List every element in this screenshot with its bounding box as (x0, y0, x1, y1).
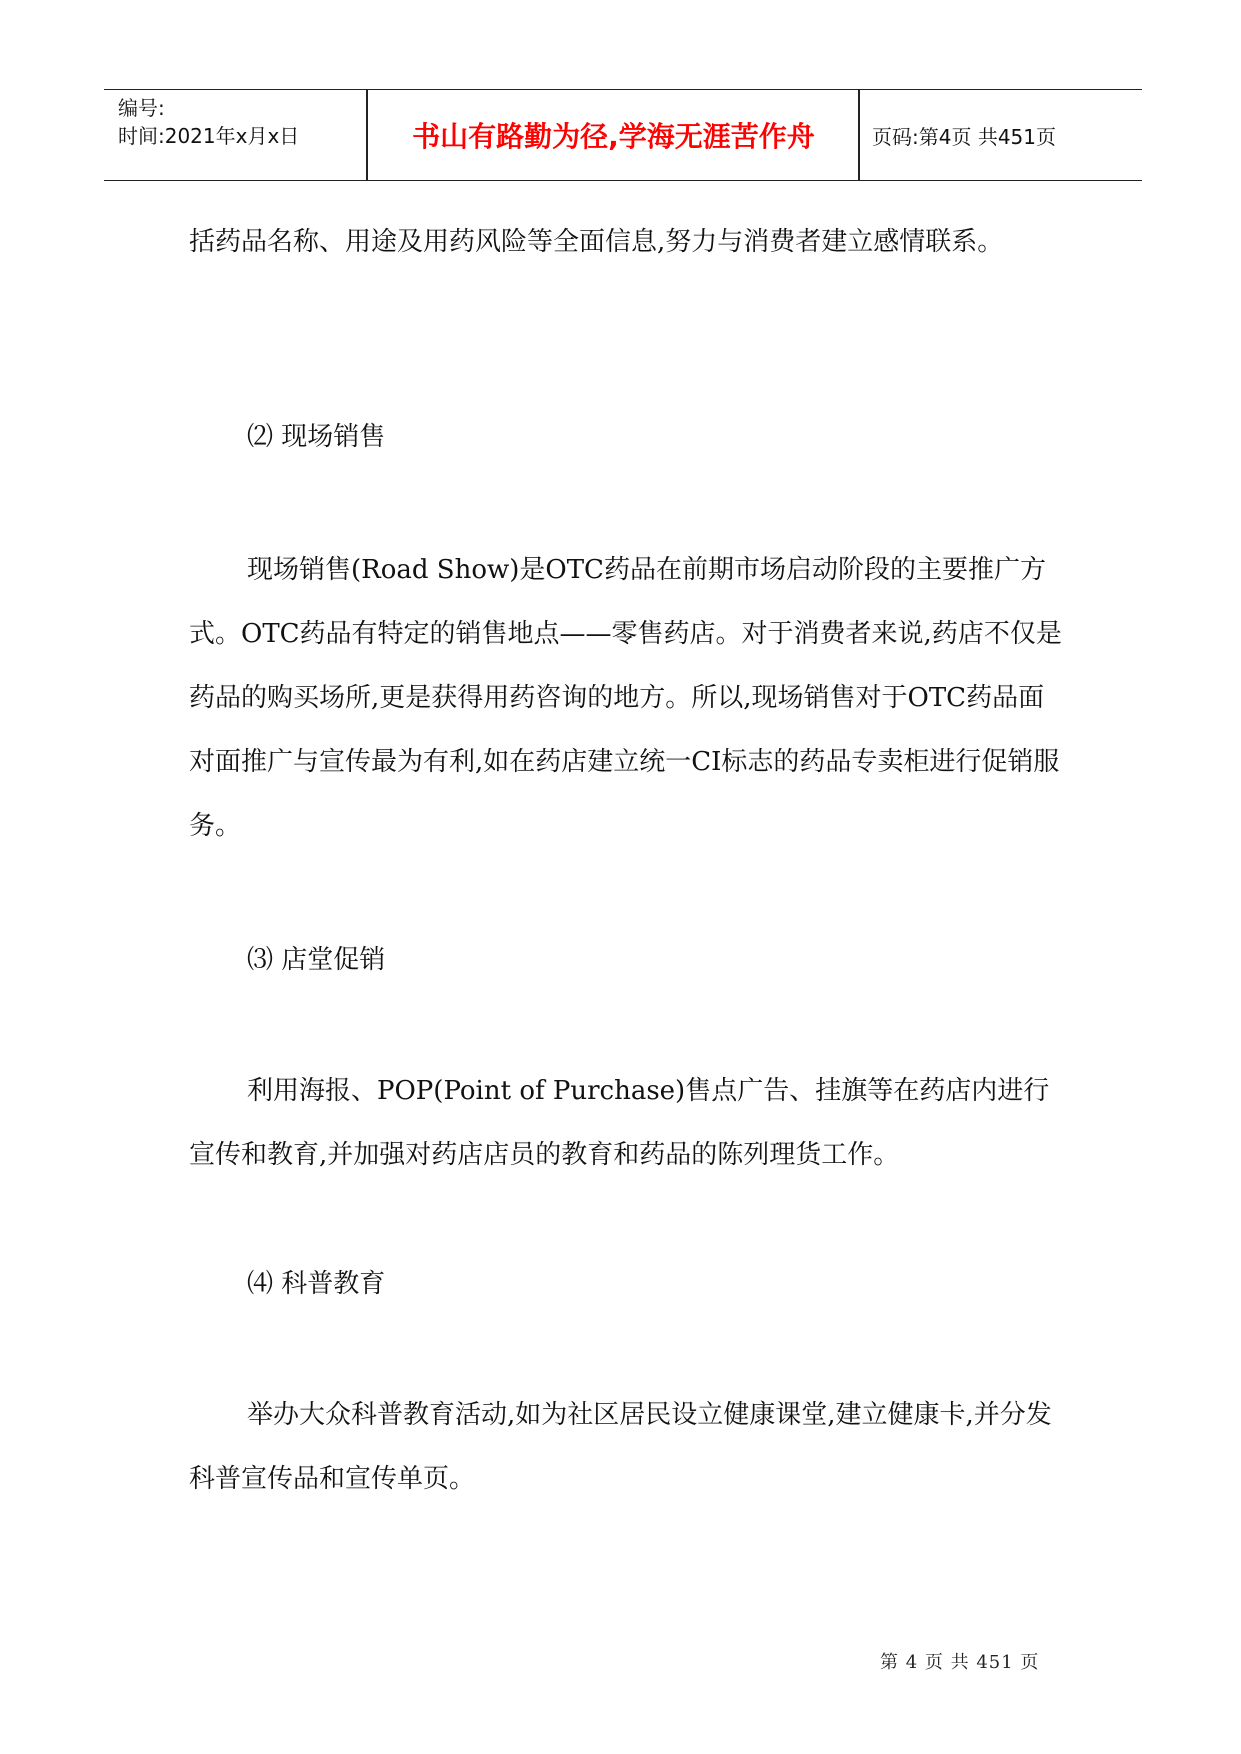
paragraph-science-education: 举办大众科普教育活动,如为社区居民设立健康课堂,建立健康卡,并分发科普宣传品和宣传单页。 (189, 1400, 1052, 1494)
section-heading-4 (189, 1252, 1069, 1316)
header-motto: 书山有路勤为径,学海无涯苦作舟 (412, 120, 815, 153)
header-divider-right (858, 90, 860, 180)
paragraph-continued (189, 210, 1069, 274)
page-footer: 第 4 页 共 451 页 (880, 1652, 1040, 1673)
section-heading-3 (189, 928, 1069, 992)
section-body-4 (189, 1383, 1069, 1511)
section-body-3 (189, 1059, 1069, 1187)
document-time-label: 时间:2021年x月x日 (118, 124, 300, 148)
header-page-indicator: 页码:第4页 共451页 (872, 124, 1056, 149)
heading-science-education: ⑷ 科普教育 (247, 1269, 386, 1299)
header-meta (118, 94, 299, 150)
section-heading-2 (189, 405, 1069, 469)
heading-store-promotion: ⑶ 店堂促销 (247, 945, 386, 975)
paragraph-onsite-sales: 现场销售(Road Show)是OTC药品在前期市场启动阶段的主要推广方式。OTC药品有特定的销售地点——零售药店。对于消费者来说,药店不仅是药品的购买场所,更是获得用药咨询的地方。所以,现场销售对于OTC药品面对面推广与宣传最为有利,如在药店建立统一CI标志的药品专卖柜进行促销服务。 (189, 555, 1062, 841)
paragraph-store-promotion: 利用海报、POP(Point of Purchase)售点广告、挂旗等在药店内进行宣传和教育,并加强对药店店员的教育和药品的陈列理货工作。 (189, 1076, 1050, 1170)
heading-onsite-sales: ⑵ 现场销售 (247, 422, 386, 452)
page-header (104, 89, 1142, 181)
paragraph-1: 括药品名称、用途及用药风险等全面信息,努力与消费者建立感情联系。 (189, 227, 1004, 257)
section-body-2 (189, 538, 1069, 858)
header-divider-left (366, 90, 368, 180)
document-number-label: 编号: (118, 96, 165, 120)
